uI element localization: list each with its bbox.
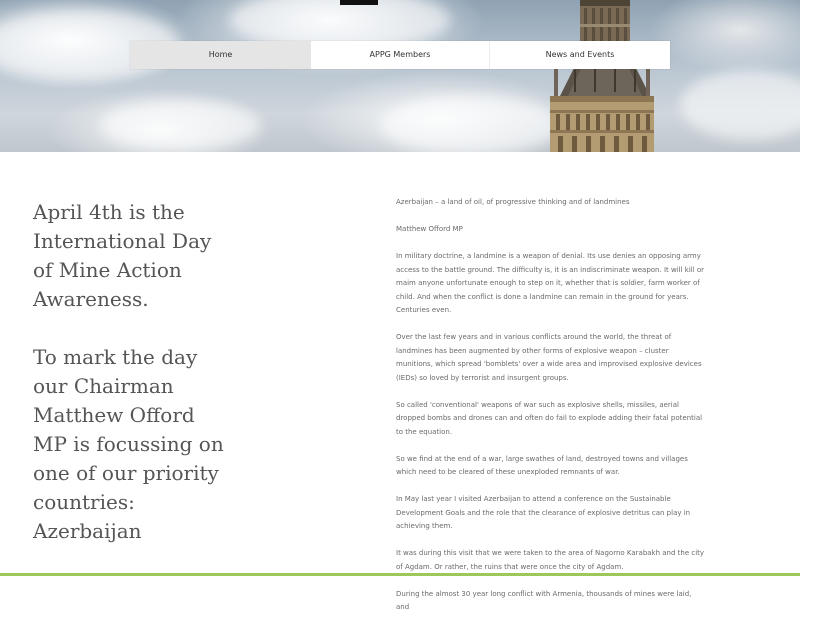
article-paragraph: So called 'conventional' weapons of war such as explosive shells, missiles, aerial dropped bombs and drones can and often do fail to explode adding their fatal potential to the equation.: [396, 400, 703, 436]
top-tab-marker: [340, 0, 378, 5]
lead-paragraph: To mark the day our Chairman Matthew Offord MP is focussing on one of our priority countries: Azerbaijan: [33, 345, 224, 543]
article-author: Matthew Offord MP: [396, 225, 463, 233]
lead-statement: [33, 198, 233, 546]
article-paragraph: Over the last few years and in various conflicts around the world, the threat of landmines has been augmented by other forms of explosive weapon – cluster munitions, which spread 'bomblets' over a wide area and improvised explosive devices (IEDs) so loved by terrorist and insurgent groups.: [396, 333, 702, 382]
nav-item-home[interactable]: Home: [130, 41, 311, 69]
article-paragraph: In military doctrine, a landmine is a weapon of denial. Its use denies an opposing army access to the battle ground. The difficulty is, it is an indiscriminate weapon. It will kill or maim anyone unfortunate enough to step on it, whether that is soldier, farm worker of child. And when the conflict is done a landmine can remain in the ground for years. Centuries even.: [396, 252, 705, 314]
big-ben-tower-image: [546, 0, 658, 152]
article-title: Azerbaijan – a land of oil, of progressive thinking and of landmines: [396, 198, 630, 206]
article-paragraph: In May last year I visited Azerbaijan to attend a conference on the Sustainable Development Goals and the role that the clearance of explosive detritus can play in achieving them.: [396, 495, 691, 530]
lead-paragraph: April 4th is the International Day of Mine Action Awareness.: [33, 200, 212, 311]
header-banner: [0, 0, 800, 152]
article-body: [396, 196, 706, 628]
footer-accent-line: [0, 573, 800, 576]
nav-item-news-and-events[interactable]: News and Events: [545, 50, 615, 59]
article-paragraph: It was during this visit that we were taken to the area of Nagorno Karabakh and the city of Agdam. Or rather, the ruins that were once the city of Agdam.: [396, 549, 705, 571]
article-paragraph: So we find at the end of a war, large swathes of land, destroyed towns and villages which need to be cleared of these unexploded remnants of war.: [396, 454, 688, 476]
main-nav: [130, 41, 670, 69]
nav-item-appg-members[interactable]: APPG Members: [311, 41, 490, 69]
article-paragraph: During the almost 30 year long conflict with Armenia, thousands of mines were laid, and: [396, 589, 692, 611]
